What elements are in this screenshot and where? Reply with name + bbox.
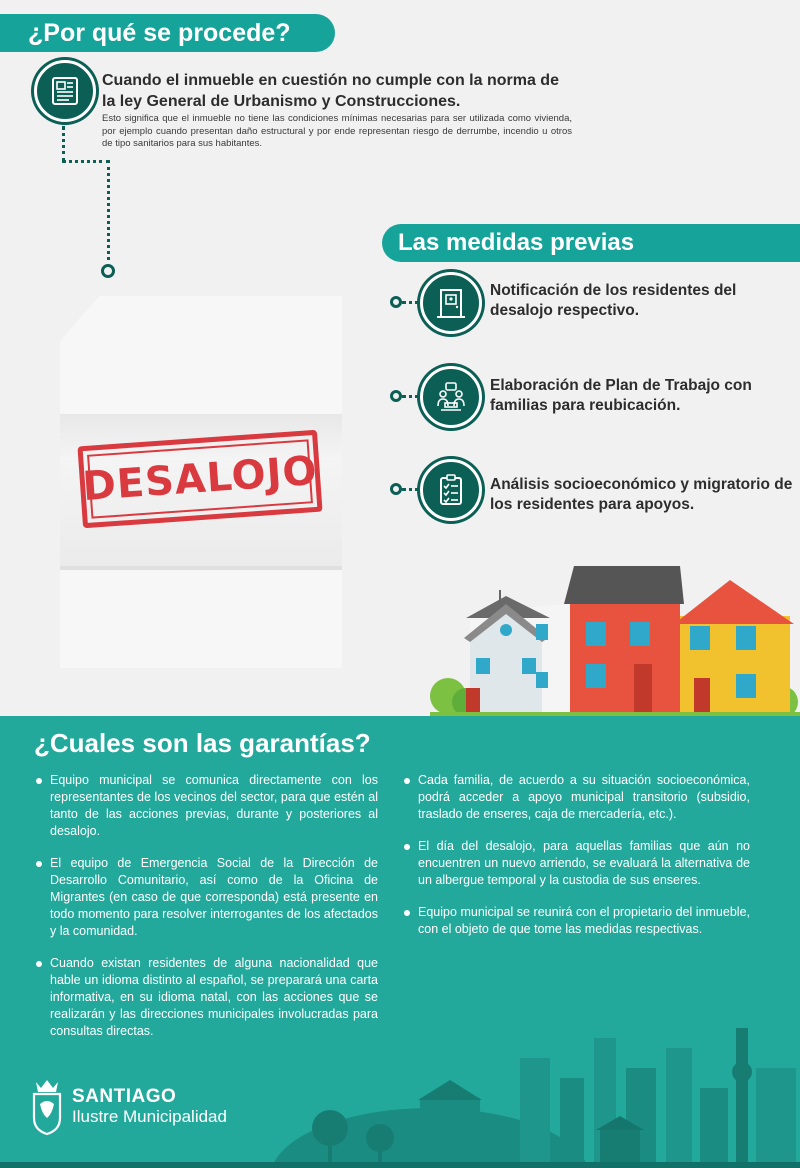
connector-dot — [390, 296, 402, 308]
garantia-item: Cada familia, de acuerdo a su situación socioeconómica, podrá acceder a apoyo municipal transitorio (subsidio, traslado de enseres, caja de mercadería, etc.). — [404, 772, 750, 823]
door-notice-icon — [420, 272, 482, 334]
medida-text: Análisis socioeconómico y migratorio de los residentes para apoyos. — [490, 476, 793, 513]
section-title-medidas: Las medidas previas — [382, 224, 800, 262]
newspaper-icon — [34, 60, 96, 122]
santiago-logo — [30, 1076, 227, 1138]
intro-body: Esto significa que el inmueble no tiene las condiciones mínimas necesarias para ser utilizada como vivienda, por ejemplo cuando presentan daño estructural y por ende representan riesgo de derrumbe, incendio u otros de tipo sanitarios para sus habitantes. — [102, 113, 572, 149]
garantias-section — [0, 716, 800, 1168]
coat-of-arms-icon — [30, 1076, 64, 1138]
medida-text: Elaboración de Plan de Trabajo con familias para reubicación. — [490, 377, 752, 414]
medida-text: Notificación de los residentes del desalojo respectivo. — [490, 282, 737, 319]
stamp-text: DESALOJO — [81, 447, 319, 511]
connector-dot — [390, 483, 402, 495]
connector-dot — [390, 390, 402, 402]
garantia-item: Cuando existan residentes de alguna nacionalidad que hable un idioma distinto al español, se preparará una carta informativa, en su idioma natal, con las acciones que se realizarán y las direcciones municipales involucradas para consultas directas. — [36, 955, 378, 1040]
garantia-item: El equipo de Emergencia Social de la Dirección de Desarrollo Comunitario, así como de la Oficina de Migrantes (en caso de que corresponda) está presente en todo momento para resolver interrogantes de los afectados y la comunidad. — [36, 855, 378, 940]
logo-name: SANTIAGO — [72, 1086, 177, 1107]
intro-heading: Cuando el inmueble en cuestión no cumple con la norma de la ley General de Urbanismo y Construcciones. — [102, 72, 559, 110]
connector-dot — [101, 264, 115, 278]
section-title-garantias: ¿Cuales son las garantías? — [34, 728, 371, 758]
garantia-item: Equipo municipal se comunica directamente con los representantes de los vecinos del sector, para que estén al tanto de las acciones previas, durante y posteriores al desalojo. — [36, 772, 378, 840]
garantia-item: Equipo municipal se reunirá con el propietario del inmueble, con el objeto de que tome las medidas respectivas. — [404, 904, 750, 938]
clipboard-checklist-icon — [420, 459, 482, 521]
meeting-icon — [420, 366, 482, 428]
logo-subtitle: Ilustre Municipalidad — [72, 1107, 227, 1126]
garantias-column-left — [36, 772, 378, 1055]
section-title-por-que: ¿Por qué se procede? — [0, 14, 335, 52]
garantias-column-right — [404, 772, 750, 953]
connector-line — [107, 160, 110, 260]
garantia-item: El día del desalojo, para aquellas familias que aún no encuentren un nuevo arriendo, se evaluará la alternativa de un albergue temporal y la custodia de sus enseres. — [404, 838, 750, 889]
desalojo-stamp — [77, 430, 322, 529]
connector-line — [62, 160, 110, 163]
connector-line — [62, 126, 65, 162]
houses-illustration — [430, 560, 800, 716]
